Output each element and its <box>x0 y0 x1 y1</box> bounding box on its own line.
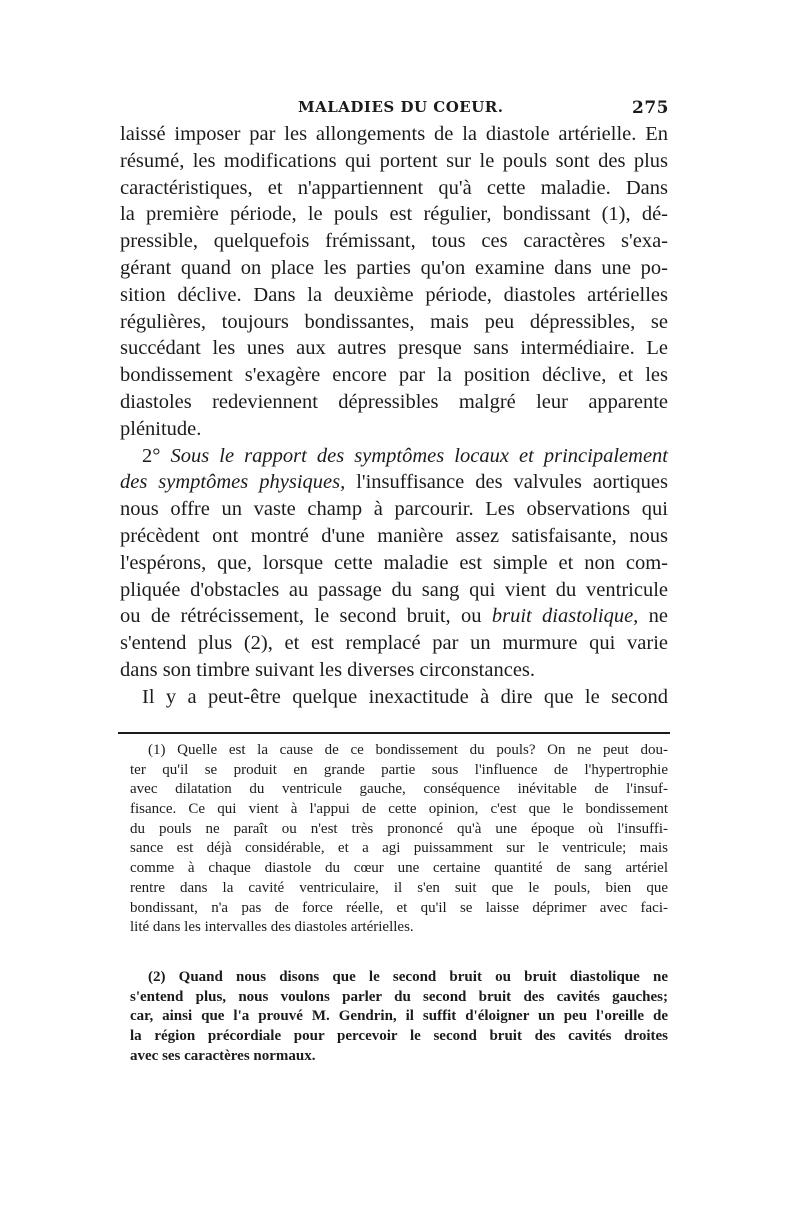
text-line: régulières, toujours bondissantes, mais peu dépressibles, se <box>120 310 668 333</box>
text-fragment: ne <box>638 605 668 628</box>
footnote-2 <box>130 968 668 1066</box>
text-line: diastoles redeviennent dépressibles malgré leur apparente <box>120 390 668 413</box>
text-line: gérant quand on place les parties qu'on examine dans une po- <box>120 256 668 279</box>
text-line: caractéristiques, et n'appartiennent qu'à cette maladie. Dans <box>120 176 668 199</box>
footnote-line: la région précordiale pour percevoir le second bruit des cavités droites <box>130 1028 668 1045</box>
text-line: sition déclive. Dans la deuxième période, diastoles artérielles <box>120 283 668 306</box>
text-line: laissé imposer par les allongements de la diastole artérielle. En <box>120 123 668 145</box>
running-title: MALADIES DU COEUR. <box>298 98 504 116</box>
text-line: la première période, le pouls est régulier, bondissant (1), dé- <box>120 203 668 226</box>
paragraph-2-line-7 <box>120 603 668 630</box>
text-line: plénitude. <box>120 417 202 440</box>
page-number: 275 <box>632 98 669 118</box>
text-line: nous offre un vaste champ à parcourir. Les observations qui <box>120 498 668 521</box>
text-line: l'espérons, que, lorsque cette maladie est simple et non com- <box>120 551 668 574</box>
text-line: s'entend plus (2), et est remplacé par un murmure qui varie <box>120 632 668 655</box>
footnote-line: sance est déjà considérable, et a agi puissamment sur le ventricule; mais <box>130 840 668 857</box>
text-fragment: ou de rétrécissement, le second bruit, ou <box>120 605 492 628</box>
text-fragment: l'insuffisance des valvules aortiques <box>345 471 668 494</box>
text-line: pliquée d'obstacles au passage du sang qui vient du ventricule <box>120 578 668 601</box>
footnote-line: (2) Quand nous disons que le second bruit ou bruit diastolique ne <box>148 969 668 985</box>
footnote-line: avec dilatation du ventricule gauche, conséquence inévitable de l'insuf- <box>130 781 668 798</box>
footnote-line: du pouls ne paraît ou n'est très prononcé qu'à une époque où l'insuffi- <box>130 820 668 837</box>
text-line: succédant les unes aux autres presque sans intermédiaire. Le <box>120 337 668 360</box>
section-number: 2° <box>142 444 171 467</box>
text-line: dans son timbre suivant les diverses circonstances. <box>120 658 536 681</box>
footnote-line: s'entend plus, nous voulons parler du second bruit des cavités gauches; <box>130 988 668 1005</box>
footnote-line: bondissant, n'a pas de force réelle, et qu'il se laisse déprimer avec faci- <box>130 899 668 916</box>
footnote-line: (1) Quelle est la cause de ce bondissement du pouls? On ne peut dou- <box>148 742 668 758</box>
italic-phrase: bruit diastolique, <box>491 605 639 628</box>
footnote-line: comme à chaque diastole du cœur une certaine quantité de sang artériel <box>130 860 668 877</box>
text-line: pressible, quelquefois frémissant, tous ces caractères s'exa- <box>120 230 668 253</box>
italic-phrase: des symptômes physiques, <box>120 471 346 494</box>
footnote-line: lité dans les intervalles des diastoles artérielles. <box>130 919 414 936</box>
footnote-line: fisance. Ce qui vient à l'appui de cette opinion, c'est que le bondissement <box>130 801 668 818</box>
paragraph-2-line-2 <box>120 469 668 496</box>
paragraph-2-line-1 <box>120 443 668 470</box>
text-line: précèdent ont montré d'une manière assez satisfaisante, nous <box>120 524 668 547</box>
paragraph-3-line-1: Il y a peut-être quelque inexactitude à dire que le second <box>142 685 668 708</box>
text-line: bondissement s'exagère encore par la position déclive, et les <box>120 364 668 387</box>
running-header <box>118 98 673 120</box>
footnote-line: ter qu'il se produit en grande partie sous l'influence de l'hypertrophie <box>130 761 668 778</box>
text-line: résumé, les modifications qui portent sur le pouls sont des plus <box>120 149 668 172</box>
footnote-1 <box>130 741 668 938</box>
footnote-line: car, ainsi que l'a prouvé M. Gendrin, il suffit d'éloigner un peu l'oreille de <box>130 1008 668 1025</box>
main-text <box>120 121 668 711</box>
footnote-separator <box>118 732 670 734</box>
footnote-line: rentre dans la cavité ventriculaire, il s'en suit que le pouls, bien que <box>130 879 668 896</box>
italic-phrase: Sous le rapport des symptômes locaux et principalement <box>170 444 668 467</box>
footnote-line: avec ses caractères normaux. <box>130 1047 316 1064</box>
